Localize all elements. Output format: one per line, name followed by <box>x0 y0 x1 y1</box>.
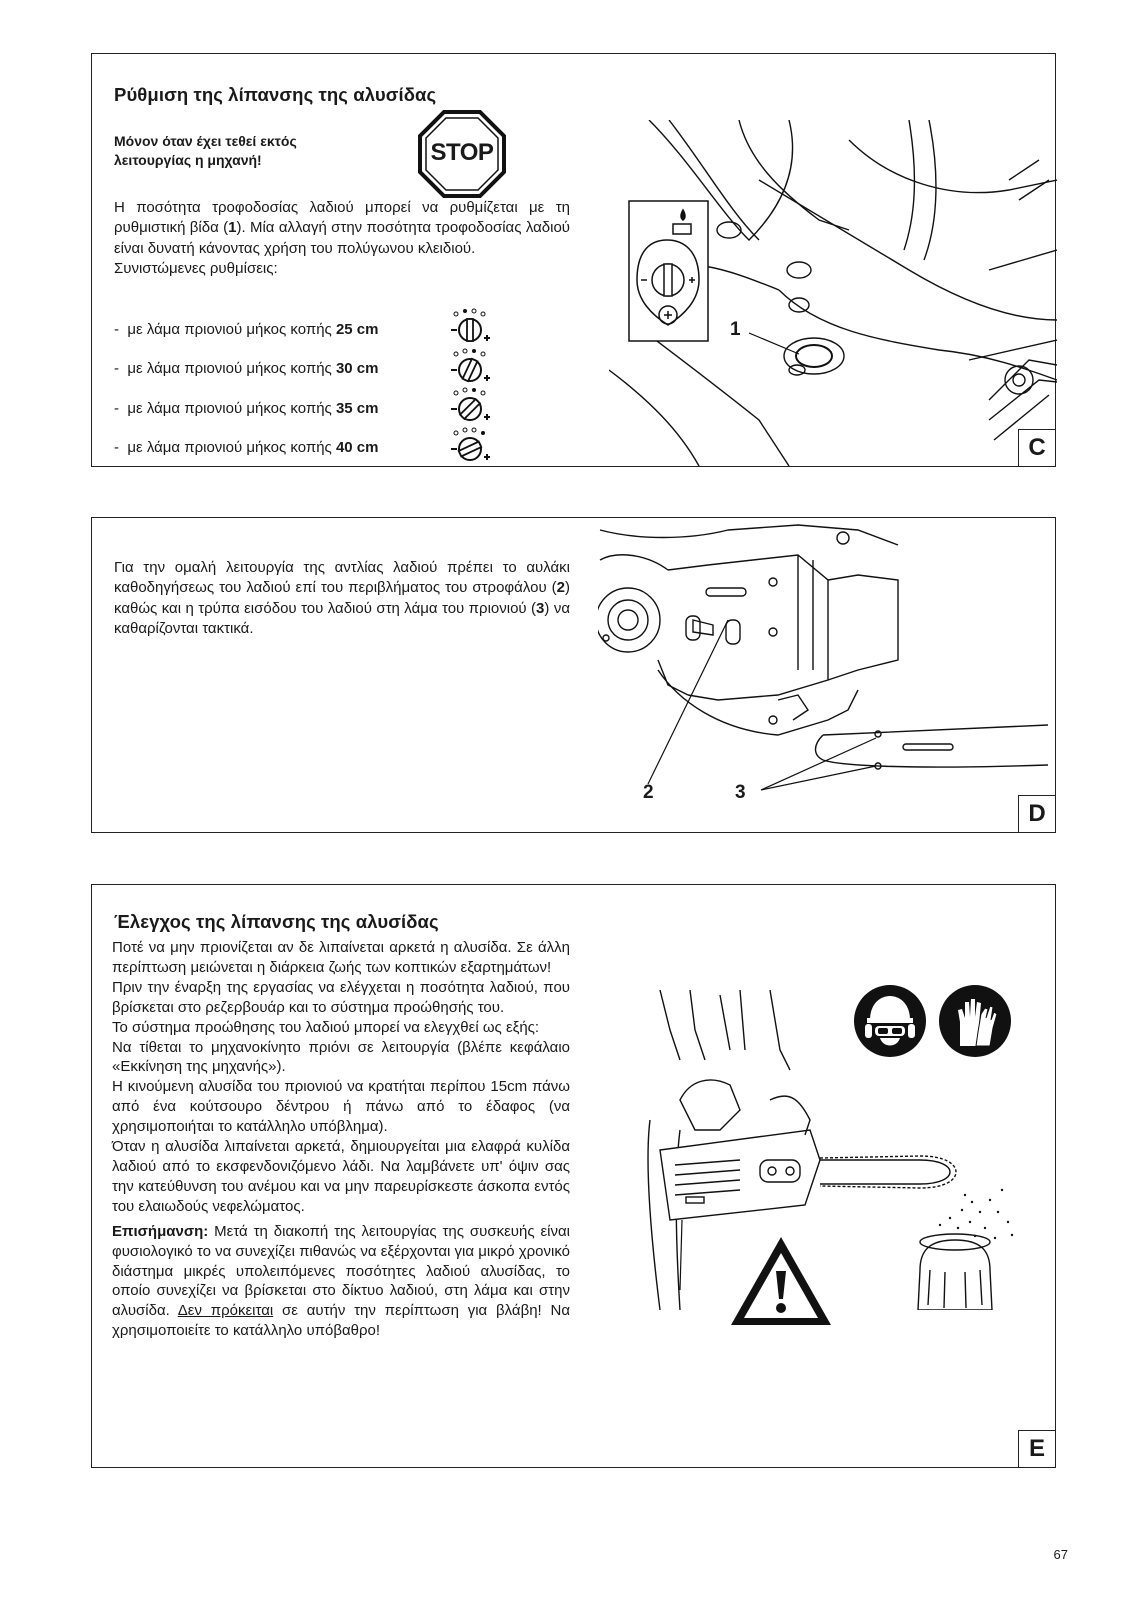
setting-row-25 <box>114 321 378 338</box>
section-e-p5: Η κινούμενη αλυσίδα του πριονιού να κρατήται περίπου 15cm πάνω από ένα κούτσουρο δέντρου ή πάνω από το έδαφος (να χρησιμοποιήται το κατάλληλο υπόβλημα). <box>112 1078 570 1136</box>
section-c-panel <box>91 53 1056 467</box>
page-number: 67 <box>1053 1547 1068 1562</box>
section-d-panel <box>91 517 1056 833</box>
section-d-num-2: 2 <box>556 579 565 597</box>
setting-value: 40 cm <box>335 439 379 456</box>
section-d-p-c: ) να καθαρίζονται τακτικά. <box>114 599 570 638</box>
section-e-p6: Όταν η αλυσίδα λιπαίνεται αρκετά, δημιουργείται μια ελαφρά κυλίδα λαδιού από το εκσφενδονιζόμενο λάδι. Να λαμβάνετε υπ' όψιν σας την κατεύθυνση του ανέμου και να μην παρευρίσκεστε άσκοπα εντός του ελαιωδούς νεφελώματος. <box>112 1138 570 1215</box>
section-c-paragraph <box>114 198 570 280</box>
setting-row-40 <box>114 439 378 456</box>
section-d-label: D <box>1018 795 1056 833</box>
setting-value: 30 cm <box>335 360 379 377</box>
dial-setting-icon-30 <box>448 348 494 386</box>
callout-2: 2 <box>643 782 654 803</box>
note-label: Επισήμανση: <box>112 1222 209 1240</box>
note-text-a: Μετά τη διακοπή της λειτουργίας της συσκευής είναι φυσιολογικό το να συνεχίζει πιθανώς να εξέρχονται για μικρό χρονικό διάστημα μικρές υπολειπόμενες ποσότητες λαδιού αλυσίδας, το οποίο συνεχίζει να βρίσκεται στο δίκτυο λαδιού, στη λάμα και στην αλυσίδα. <box>112 1222 570 1320</box>
section-d-num-3: 3 <box>536 599 545 617</box>
section-e-p1: Ποτέ να μην πριονίζεται αν δε λιπαίνεται αρκετά η αλυσίδα. Σε άλλη περίπτωση μειώνεται η διάρκεια ζωής των κοπτικών εξαρτημάτων! <box>112 939 570 976</box>
section-d-p-a: Για την ομαλή λειτουργία της αντλίας λαδιού πρέπει το αυλάκι καθοδηγήσεως του λαδιού επί του περιβλήματος του στροφάλου ( <box>114 559 570 597</box>
setting-value: 25 cm <box>335 321 379 338</box>
setting-prefix: - με λάμα πριονιού μήκος κοπής <box>114 321 336 338</box>
section-c-p2: Συνιστώμενες ρυθμίσεις: <box>114 260 278 278</box>
section-e-label: E <box>1018 1430 1056 1468</box>
section-e-body <box>112 938 570 1341</box>
warning-text <box>114 132 297 170</box>
section-e-note <box>112 1222 570 1341</box>
stop-sign-text: STOP <box>430 139 494 166</box>
setting-prefix: - με λάμα πριονιού μήκος κοπής <box>114 400 336 417</box>
section-e-p2: Πριν την έναρξη της εργασίας να ελέγχεται η ποσότητα λαδιού, που βρίσκεται στο ρεζερβουάρ και το σύστημα προώθησής του. <box>112 978 570 1016</box>
note-text-underlined: Δεν πρόκειται <box>177 1302 274 1320</box>
callout-1: 1 <box>730 319 741 340</box>
chainsaw-oil-adjust-illustration <box>609 120 1057 466</box>
setting-value: 35 cm <box>335 400 379 417</box>
section-c-label: C <box>1018 429 1056 467</box>
callout-3: 3 <box>735 782 746 803</box>
section-c-p1-a: Η ποσότητα τροφοδοσίας λαδιού μπορεί να ρυθμίζεται με τη ρυθμιστική βίδα ( <box>114 199 570 237</box>
dial-setting-icon-40 <box>448 427 494 465</box>
oil-groove-illustration <box>598 520 1048 820</box>
section-d-paragraph <box>114 558 570 640</box>
section-e-p4: Να τίθεται το μηχανοκίνητο πριόνι σε λειτουργία (βλέπε κεφάλαιο «Εκκίνηση της μηχανής»). <box>112 1038 570 1076</box>
dial-setting-icon-35 <box>448 387 494 425</box>
section-e-p3: Το σύστημα προώθησης του λαδιού μπορεί να ελεγχθεί ως εξής: <box>112 1018 540 1036</box>
setting-row-30 <box>114 360 378 377</box>
setting-prefix: - με λάμα πριονιού μήκος κοπής <box>114 439 336 456</box>
chainsaw-oil-spray-illustration <box>620 990 1040 1310</box>
setting-prefix: - με λάμα πριονιού μήκος κοπής <box>114 360 336 377</box>
warning-line-2: λειτουργίας η μηχανή! <box>114 152 262 168</box>
section-d-p-b: ) καθώς και η τρύπα εισόδου του λαδιού στη λάμα του πριονιού ( <box>114 579 570 617</box>
note-text-b: σε αυτήν την περίπτωση για βλάβη! Να χρησιμοποιείτε το κατάλληλο υπόβαθρο! <box>112 1302 570 1340</box>
setting-row-35 <box>114 400 378 417</box>
section-c-p1-num: 1 <box>228 219 237 237</box>
section-c-title: Ρύθμιση της λίπανσης της αλυσίδας <box>114 84 437 105</box>
section-c-p1-b: ). Μία αλλαγή στην ποσότητα τροφοδοσίας λαδιού είναι δυνατή κάνοντας χρήση του πολύγωνου κλειδιού. <box>114 219 570 257</box>
warning-line-1: Μόνον όταν έχει τεθεί εκτός <box>114 133 297 149</box>
section-e-panel <box>91 884 1056 1468</box>
section-e-title: Έλεγχος της λίπανσης της αλυσίδας <box>114 911 439 932</box>
stop-sign-icon <box>418 110 506 198</box>
dial-setting-icon-25 <box>448 308 494 346</box>
